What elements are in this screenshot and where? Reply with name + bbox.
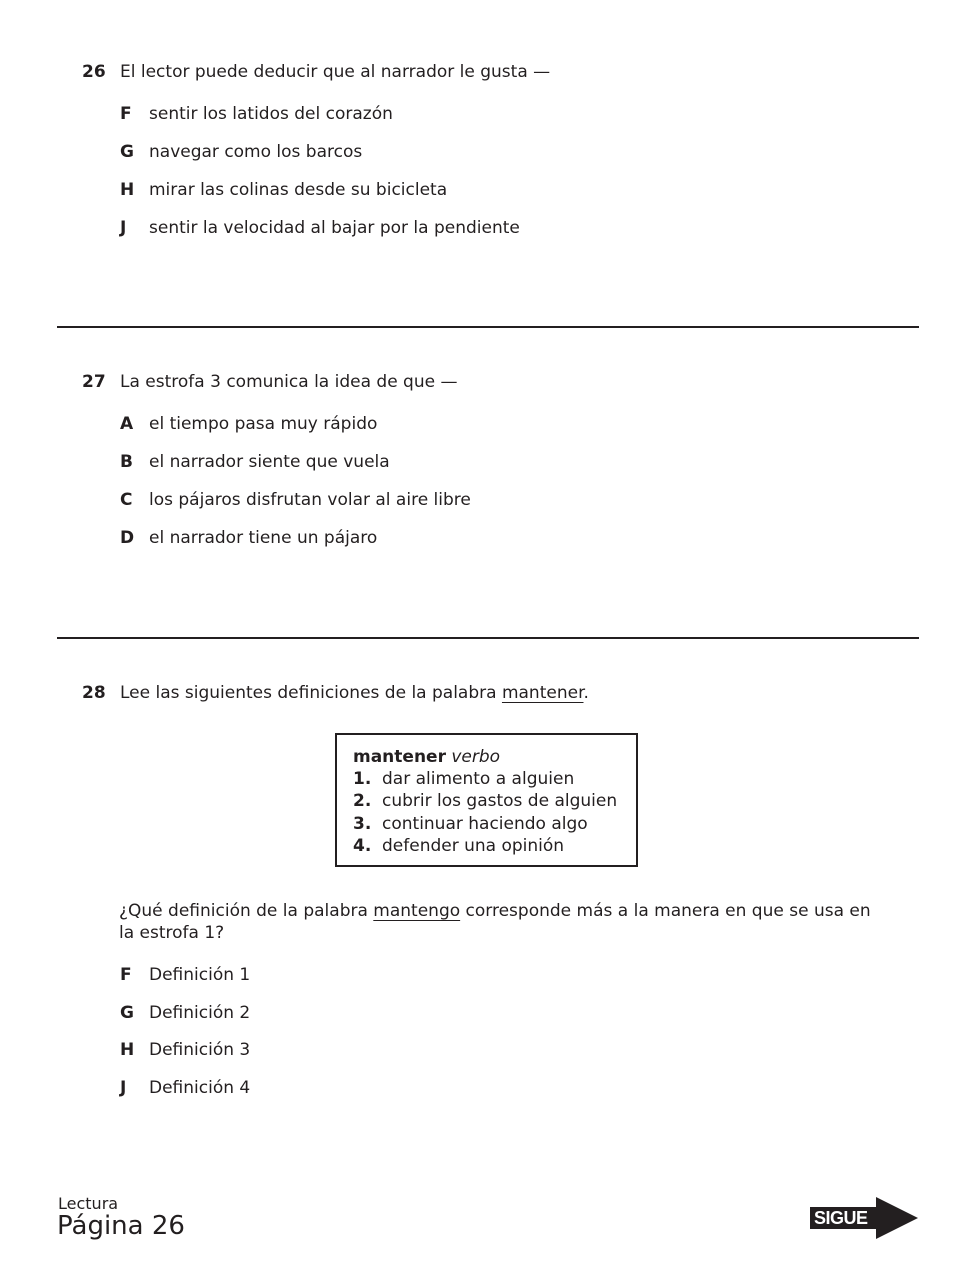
answer-option-h[interactable]: [120, 180, 447, 200]
option-letter: J: [120, 218, 127, 238]
definition-number: 2.: [353, 791, 372, 811]
question-text: Lee las siguientes definiciones de la palabra: [120, 683, 502, 703]
definition-item: [353, 769, 574, 789]
option-letter: F: [120, 965, 132, 985]
definition-text: defender una opinión: [382, 836, 565, 856]
definition-text: cubrir los gastos de alguien: [382, 791, 618, 811]
option-text: el narrador tiene un pájaro: [149, 528, 378, 548]
option-text: los pájaros disfrutan volar al aire libre: [149, 490, 471, 510]
answer-option-f[interactable]: [120, 104, 393, 124]
option-text: navegar como los barcos: [149, 142, 363, 162]
underlined-word: mantener: [501, 683, 584, 703]
answer-option-d[interactable]: [120, 528, 377, 548]
answer-option-f[interactable]: [120, 965, 250, 985]
option-letter: F: [120, 104, 132, 124]
continue-label: SIGUE: [814, 1208, 868, 1228]
answer-option-g[interactable]: [120, 1003, 250, 1023]
option-text: el narrador siente que vuela: [149, 452, 390, 472]
question-prompt: [119, 900, 889, 944]
part-of-speech: verbo: [451, 747, 501, 767]
definition-text: continuar haciendo algo: [382, 814, 588, 834]
section-label: Lectura: [58, 1194, 119, 1213]
answer-option-b[interactable]: [120, 452, 390, 472]
question-stem: [82, 372, 458, 392]
definition-item: [353, 836, 564, 856]
definition-item: [353, 814, 588, 834]
option-letter: H: [120, 180, 135, 200]
option-letter: G: [120, 142, 134, 162]
option-letter: J: [120, 1078, 127, 1098]
definition-number: 1.: [353, 769, 372, 789]
question-number: 28: [82, 683, 106, 703]
option-text: Definición 3: [149, 1040, 251, 1060]
definition-item: [353, 791, 617, 811]
option-text: Definición 4: [149, 1078, 251, 1098]
option-letter: C: [120, 490, 133, 510]
section-divider: [57, 637, 919, 639]
answer-option-h[interactable]: [120, 1040, 250, 1060]
option-text: mirar las colinas desde su bicicleta: [149, 180, 448, 200]
answer-option-j[interactable]: [120, 218, 520, 238]
section-divider: [57, 326, 919, 328]
option-letter: B: [120, 452, 133, 472]
question-number: 26: [82, 62, 106, 82]
question-stem: [82, 62, 550, 82]
prompt-text-end: corresponde más a la manera en que se usa en la estrofa 1?: [119, 901, 871, 943]
underlined-word: mantengo: [373, 901, 461, 921]
answer-option-g[interactable]: [120, 142, 362, 162]
question-stem: [82, 683, 589, 703]
definition-number: 4.: [353, 836, 372, 856]
option-text: el tiempo pasa muy rápido: [149, 414, 378, 434]
option-text: sentir los latidos del corazón: [149, 104, 393, 124]
question-text: La estrofa 3 comunica la idea de que —: [120, 372, 458, 392]
answer-option-a[interactable]: [120, 414, 377, 434]
definition-box: [335, 733, 638, 867]
answer-option-j[interactable]: [120, 1078, 250, 1098]
question-text: El lector puede deducir que al narrador le gusta —: [120, 62, 551, 82]
question-text-end: .: [583, 683, 589, 703]
page-number: Página 26: [57, 1211, 185, 1241]
prompt-text: ¿Qué definición de la palabra: [119, 901, 374, 921]
option-letter: H: [120, 1040, 135, 1060]
option-text: Definición 1: [149, 965, 251, 985]
option-text: sentir la velocidad al bajar por la pendiente: [149, 218, 520, 238]
option-letter: A: [120, 414, 134, 434]
option-letter: D: [120, 528, 135, 548]
definition-text: dar alimento a alguien: [382, 769, 575, 789]
definition-headword: [353, 747, 500, 767]
option-text: Definición 2: [149, 1003, 251, 1023]
question-number: 27: [82, 372, 106, 392]
continue-button[interactable]: [810, 1197, 920, 1239]
definition-number: 3.: [353, 814, 372, 834]
dictionary-word: mantener: [353, 747, 446, 767]
option-letter: G: [120, 1003, 134, 1023]
answer-option-c[interactable]: [120, 490, 471, 510]
